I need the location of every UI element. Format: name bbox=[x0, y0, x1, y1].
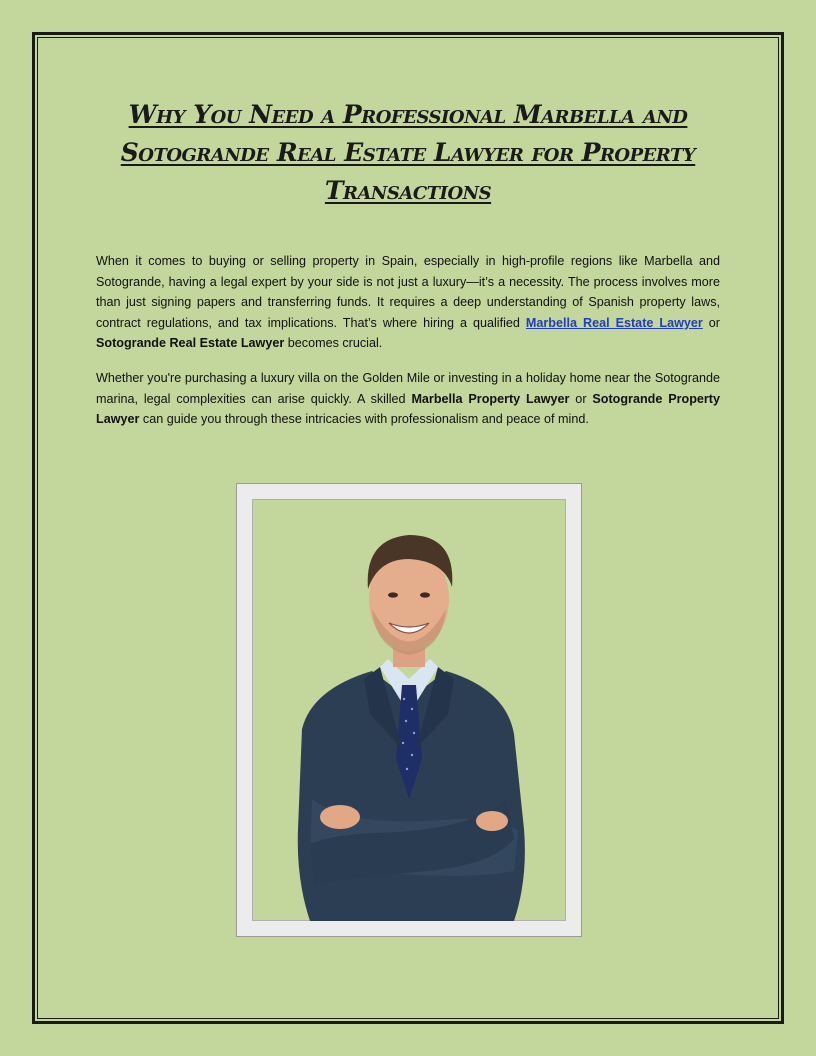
portrait-illustration bbox=[252, 499, 566, 921]
marbella-property-lawyer-bold: Marbella Property Lawyer bbox=[411, 391, 570, 406]
sotogrande-real-estate-lawyer-bold: Sotogrande Real Estate Lawyer bbox=[96, 336, 285, 351]
paragraph1-text-a: When it comes to buying or selling property in Spain, especially in high-profile regions like Marbella and Sotogrande, having a legal expert by your side is not just a luxury—it’s a necessity. The process involves more than just signing papers and transferring funds. It requires a deep understanding of Spanish property laws, contract regulations, and tax implications. That’s where hiring a qualified bbox=[96, 254, 720, 330]
second-paragraph bbox=[96, 368, 720, 430]
sotogrande-property-lawyer-bold: Sotogrande Property Lawyer bbox=[96, 391, 720, 427]
paragraph2-text-a: Whether you're purchasing a luxury villa on the Golden Mile or investing in a holiday home near the Sotogrande marina, legal complexities can arise quickly. A skilled bbox=[96, 371, 720, 406]
marbella-real-estate-lawyer-link[interactable]: Marbella Real Estate Lawyer bbox=[525, 315, 703, 330]
paragraph2-text-b: or bbox=[569, 391, 593, 406]
lawyer-portrait-photo bbox=[237, 484, 581, 936]
document-title: Why You Need a Professional Marbella and Sotogrande Real Estate Lawyer for Property Transactions bbox=[120, 100, 696, 205]
paragraph1-text-c: becomes crucial. bbox=[284, 336, 383, 351]
paragraph2-text-c: can guide you through these intricacies with professionalism and peace of mind. bbox=[139, 412, 589, 427]
intro-paragraph bbox=[96, 251, 720, 354]
paragraph1-text-b: or bbox=[702, 315, 720, 330]
